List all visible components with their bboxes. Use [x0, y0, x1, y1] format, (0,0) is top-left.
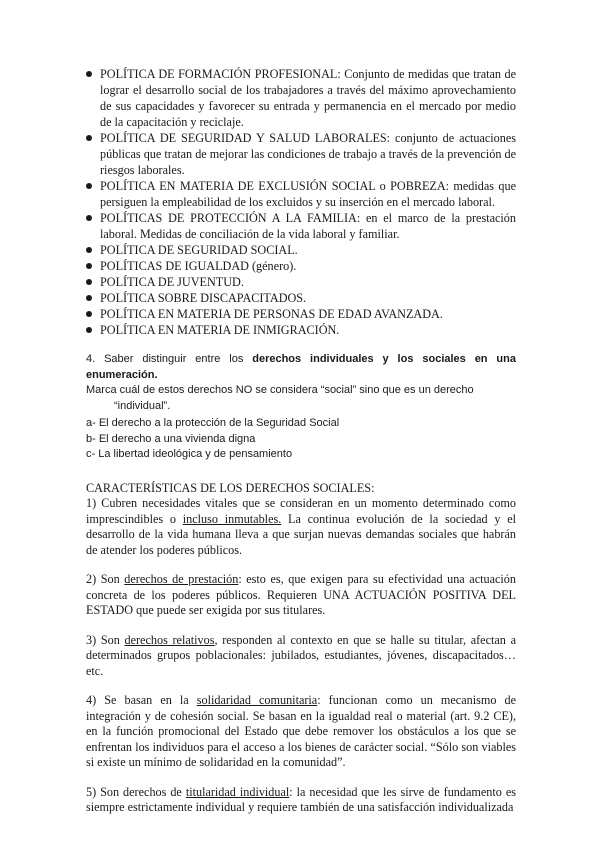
list-item: POLÍTICA EN MATERIA DE PERSONAS DE EDAD AVANZADA.	[86, 306, 516, 322]
bullet-icon	[86, 135, 92, 141]
bullet-icon	[86, 215, 92, 221]
answer-options	[86, 416, 516, 463]
paragraph-2: 2) Son derechos de prestación: esto es, que exigen para su efectividad una actuación concreta de los poderes públicos. Requieren UNA ACTUACIÓN POSITIVA DEL ESTADO que puede ser exigida por sus titulares.	[86, 572, 516, 617]
bullet-icon	[86, 311, 92, 317]
list-item: POLÍTICA SOBRE DISCAPACITADOS.	[86, 290, 516, 306]
list-item: POLÍTICAS DE PROTECCIÓN A LA FAMILIA: en el marco de la prestación laboral. Medidas de conciliación de la vida laboral y familiar.	[86, 210, 516, 242]
answer-option-c: c- La libertad ideológica y de pensamiento	[86, 448, 293, 460]
bullet-icon	[86, 263, 92, 269]
paragraph-5: 5) Son derechos de titularidad individual: la necesidad que les sirve de fundamento es siempre estrictamente individual y requiere también de una satisfacción individualizada	[86, 784, 516, 814]
bullet-icon	[86, 71, 92, 77]
list-item: POLÍTICAS DE IGUALDAD (género).	[86, 258, 516, 274]
answer-option-a: a- El derecho a la protección de la Seguridad Social	[86, 417, 340, 429]
list-item: POLÍTICA DE FORMACIÓN PROFESIONAL: Conjunto de medidas que tratan de lograr el desarrollo social de los trabajadores a través del máximo aprovechamiento de sus capacidades y favorecer su entrada y permanencia en el mercado por medio de la capacitación y reciclaje.	[86, 66, 516, 130]
question-block	[86, 352, 516, 463]
bullet-icon	[86, 327, 92, 333]
document-page	[86, 66, 516, 830]
answer-option-b: b- El derecho a una vivienda digna	[86, 432, 256, 445]
paragraph-3: 3) Son derechos relativos, responden al contexto en que se halle su titular, afectan a determinados grupos poblacionales: jubilados, estudiantes, jóvenes, discapacitados… etc.	[86, 632, 516, 678]
paragraph-4: 4) Se basan en la solidaridad comunitaria: funcionan como un mecanismo de integración y de cohesión social. Se basan en la igualdad real o material (art. 9.2 CE), en la función promocional del Estado que debe remover los obstáculos a los que se enfrentan los individuos para el acceso a los bienes de carácter social. “Sólo son viables si existe un mínimo de solidaridad en la comunidad”.	[86, 693, 516, 769]
list-item: POLÍTICA EN MATERIA DE EXCLUSIÓN SOCIAL o POBREZA: medidas que persiguen la empleabilidad de los excluidos y su inserción en el mercado laboral.	[86, 178, 516, 210]
question-line: Marca cuál de estos derechos NO se considera “social” sino que es un derecho	[86, 384, 474, 396]
list-item: POLÍTICA EN MATERIA DE INMIGRACIÓN.	[86, 322, 516, 338]
question-line: 4. Saber distinguir entre los derechos individuales y los sociales en una enumeración.	[86, 353, 516, 381]
list-item: POLÍTICA DE JUVENTUD.	[86, 274, 516, 290]
policy-list	[86, 66, 516, 338]
bullet-icon	[86, 295, 92, 301]
bullet-icon	[86, 279, 92, 285]
bullet-icon	[86, 183, 92, 189]
question-line: “individual”.	[114, 399, 171, 412]
list-item: POLÍTICA DE SEGURIDAD Y SALUD LABORALES: conjunto de actuaciones públicas que tratan de mejorar las condiciones de trabajo a través de la prevención de riesgos laborales.	[86, 130, 516, 178]
characteristics-section	[86, 481, 516, 816]
bullet-icon	[86, 247, 92, 253]
section-heading: CARACTERÍSTICAS DE LOS DERECHOS SOCIALES:	[86, 480, 375, 495]
list-item: POLÍTICA DE SEGURIDAD SOCIAL.	[86, 242, 516, 258]
paragraph-1: 1) Cubren necesidades vitales que se consideran en un momento determinado como imprescindibles o incluso inmutables. La continua evolución de la sociedad y el desarrollo de la vida humana lleva a que surjan nuevas demandas sociales que habrán de atender los poderes públicos.	[86, 496, 517, 557]
